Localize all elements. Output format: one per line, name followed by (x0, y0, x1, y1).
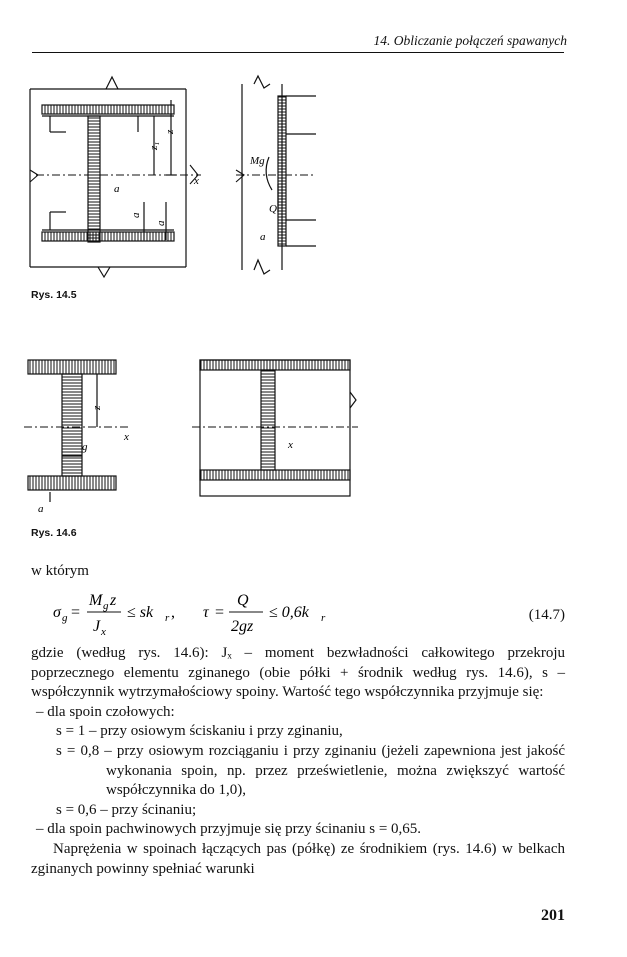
page-number: 201 (541, 907, 565, 924)
running-title: 14. Obliczanie połączeń spawanych (373, 33, 567, 48)
eq-frac1-num-sub: g (103, 600, 109, 612)
label-x-left: x (194, 175, 199, 187)
eq-le2-sub: r (321, 612, 326, 624)
label-z-66: z (91, 405, 103, 410)
eq-le1-sub: r (165, 612, 170, 624)
figure-14-5 (26, 72, 316, 282)
list-item-s08: s = 0,8 – przy osiowym rozciąganiu i przy zginaniu (jeżeli zapewniona jest jakość wykonania spoin, np. przez prześwietlenie, można zwiększyć wartość współczynnika do 1,0), (56, 742, 565, 799)
label-a-side: a (260, 231, 266, 243)
intro: w którym (31, 563, 89, 579)
list-item-fillet-welds: – dla spoin pachwinowych przyjmuje się przy ścinaniu s = 0,65. (36, 821, 422, 838)
label-g-66: g (82, 441, 88, 453)
label-z1: z₁ (148, 141, 160, 150)
section-left (30, 77, 186, 277)
equation-svg (31, 587, 471, 639)
eq-le1: ≤ sk (127, 604, 154, 621)
figure-14-6 (20, 352, 360, 522)
label-a-weld: a (114, 183, 120, 195)
list-item-s06: s = 0,6 – przy ścinaniu; (56, 801, 197, 818)
eq-tau: τ (203, 604, 209, 621)
equation-14-7 (31, 587, 565, 639)
eq-frac1-num-z: z (110, 592, 117, 609)
eq-sigma-sub: g (62, 612, 68, 624)
eq-frac1-num: M (89, 592, 103, 609)
list-item-butt-welds: – dla spoin czołowych: (36, 703, 175, 720)
side-view-14-6 (200, 360, 356, 496)
label-a-66: a (38, 503, 44, 515)
paragraph-stresses: Naprężenia w spoinach łączących pas (półkę) ze środnikiem (rys. 14.6) w belkach zginanych powinny spełniać warunki (31, 840, 565, 877)
list-item-s1: s = 1 – przy osiowym ściskaniu i przy zginaniu, (56, 723, 343, 740)
section-14-6 (28, 360, 116, 502)
eq-sigma: σ (53, 604, 61, 621)
label-z: z (164, 129, 176, 134)
label-x-side-66: x (288, 439, 293, 451)
header-rule (32, 52, 564, 53)
label-a-dim2: a (155, 220, 167, 226)
eq-le2: ≤ 0,6k (269, 604, 309, 621)
eq-comma: , (171, 604, 175, 621)
eq-equals-2: = (215, 604, 225, 621)
figure-14-6-caption: Rys. 14.6 (31, 527, 77, 539)
label-q: Q (269, 203, 277, 215)
eq-frac2-num: Q (237, 592, 249, 609)
equation-number: (14.7) (528, 607, 565, 623)
eq-frac1-den: J (93, 618, 101, 635)
eq-frac2-den: 2gz (231, 618, 254, 635)
label-a-dim1: a (130, 212, 142, 218)
intro-text (31, 562, 565, 582)
eq-equals-1: = (71, 604, 81, 621)
figure-14-5-caption: Rys. 14.5 (31, 289, 77, 301)
paragraph-definitions: gdzie (według rys. 14.6): Jₓ – moment bezwładności całkowitego przekroju poprzecznego elementu zginanego (obie półki + środnik według rys. 14.6), s – współczynnik wytrzymałościowy spoiny. Wartość tego współczynnika przyjmuje się: (31, 645, 565, 701)
label-x-66: x (124, 431, 129, 443)
body-text (31, 644, 565, 879)
eq-frac1-den-sub: x (101, 626, 106, 638)
label-mg: Mg (250, 155, 265, 167)
